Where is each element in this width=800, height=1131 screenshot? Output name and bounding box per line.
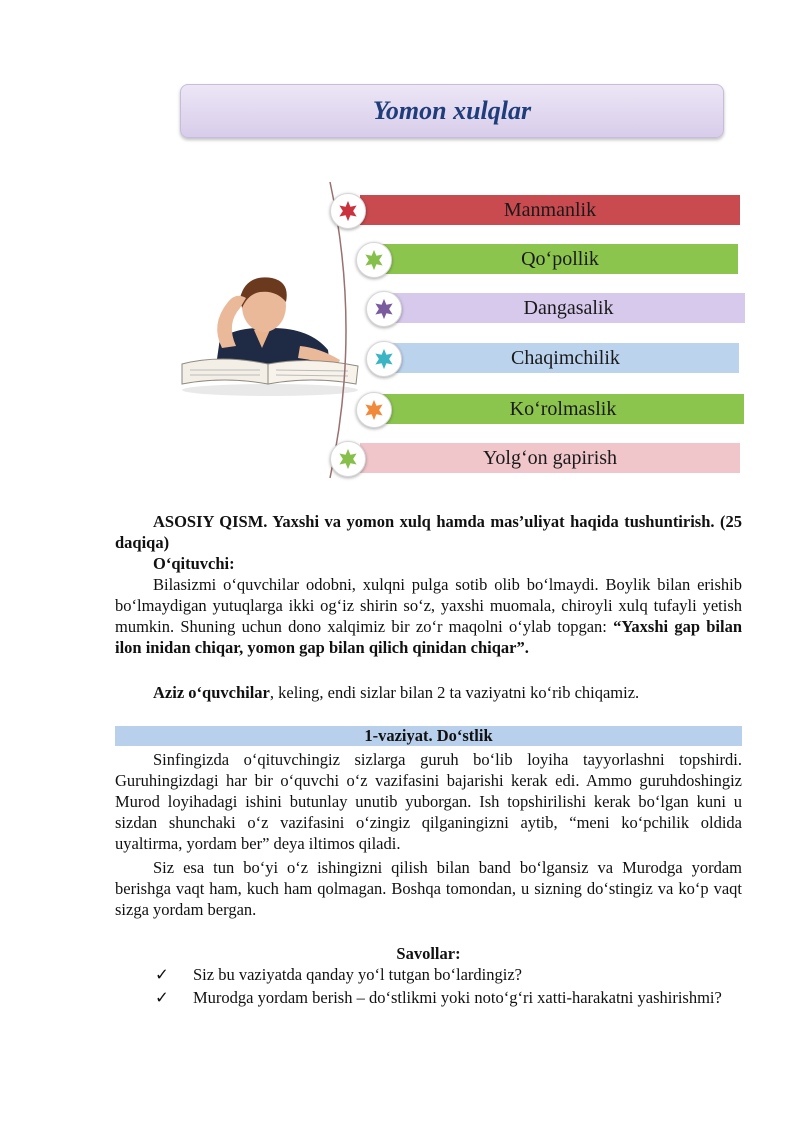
- badge-flower-icon: [330, 193, 366, 229]
- trait-label: Chaqimchilik: [511, 346, 620, 369]
- address-text: , keling, endi sizlar bilan 2 ta vaziyatni ko‘rib chiqamiz.: [269, 683, 640, 702]
- trait-label: Ko‘rolmaslik: [509, 397, 617, 420]
- situation-title-bar: [115, 726, 742, 746]
- badge-flower-icon: [356, 392, 392, 428]
- trait-label: Manmanlik: [503, 198, 597, 221]
- questions-title: Savollar:: [396, 944, 461, 963]
- section-heading: ASOSIY QISM. Yaxshi va yomon xulq hamda mas’uliyat haqida tushuntirish. (25 daqiqa): [115, 512, 742, 552]
- paragraph-text: Bilasizmi o‘quvchilar odobni, xulqni pulga sotib olib bo‘lmaydi. Boylik bilan erishib bo‘lmaydigan yutuqlarga ikki og‘iz shirin so‘z, yaxshi muomala, chiroyli xulq tufayli yetish mumkin. Shuning uchun dono xalqimiz bir zo‘r maqolni o‘ylab topgan:: [115, 575, 742, 636]
- badge-flower-icon: [366, 341, 402, 377]
- trait-item-korolmaslik: [382, 394, 744, 424]
- badge-flower-icon: [356, 242, 392, 278]
- speaker-label: O‘qituvchi:: [153, 554, 235, 573]
- address-bold: Aziz o‘quvchilar: [153, 683, 270, 702]
- trait-label: Qo‘pollik: [521, 247, 599, 270]
- trait-item-yolgon-gapirish: [360, 443, 740, 473]
- trait-item-manmanlik: [360, 195, 740, 225]
- trait-label: Yolg‘on gapirish: [482, 446, 618, 469]
- badge-flower-icon: [366, 291, 402, 327]
- question-item: [115, 964, 742, 985]
- situation-paragraph-1: Sinfingizda o‘qituvchingiz sizlarga guruh bo‘lib loyiha tayyorlashni topshirdi. Guruhingizdagi har bir o‘quvchi o‘z vazifasini bajarishi kerak edi. Ammo guruhdoshingiz Murod loyihadagi ishini butunlay unutib yuborgan. Ish topshirilishi kerak bo‘lgan kuni u sizdan shunchaki o‘z vazifasini o‘zingiz qilganingizni aytib, “meni ko‘pchilik oldida uyaltirma, yordam ber” deya iltimos qiladi.: [115, 750, 742, 853]
- proverb: “Yaxshi gap bilan ilon inidan chiqar, yomon gap bilan qilich qinidan chiqar”.: [115, 617, 742, 657]
- title-banner: [180, 84, 724, 138]
- title: Yomon xulqlar: [372, 96, 532, 125]
- trait-label: Dangasalik: [523, 296, 614, 319]
- trait-item-dangasalik: [392, 293, 745, 323]
- teacher-paragraph: [115, 574, 742, 658]
- badge-flower-icon: [330, 441, 366, 477]
- checkmark-icon: ✓: [155, 965, 169, 984]
- question-text: Siz bu vaziyatda qanday yo‘l tutgan bo‘lardingiz?: [193, 965, 522, 984]
- trait-item-qopollik: [382, 244, 738, 274]
- question-item: [115, 987, 742, 1008]
- question-text: Murodga yordam berish – do‘stlikmi yoki noto‘g‘ri xatti-harakatni yashirishmi?: [193, 988, 722, 1007]
- checkmark-icon: ✓: [155, 988, 169, 1007]
- situation-paragraph-2: Siz esa tun bo‘yi o‘z ishingizni qilish bilan band bo‘lgansiz va Murodga yordam berishga vaqt ham, kuch ham qolmagan. Boshqa tomondan, u sizning do‘stingiz va ko‘p vaqt sizga yordam bergan.: [115, 858, 742, 919]
- situation-title: 1-vaziyat. Do‘stlik: [364, 726, 493, 745]
- address-paragraph: [115, 682, 742, 703]
- trait-item-chaqimchilik: [392, 343, 739, 373]
